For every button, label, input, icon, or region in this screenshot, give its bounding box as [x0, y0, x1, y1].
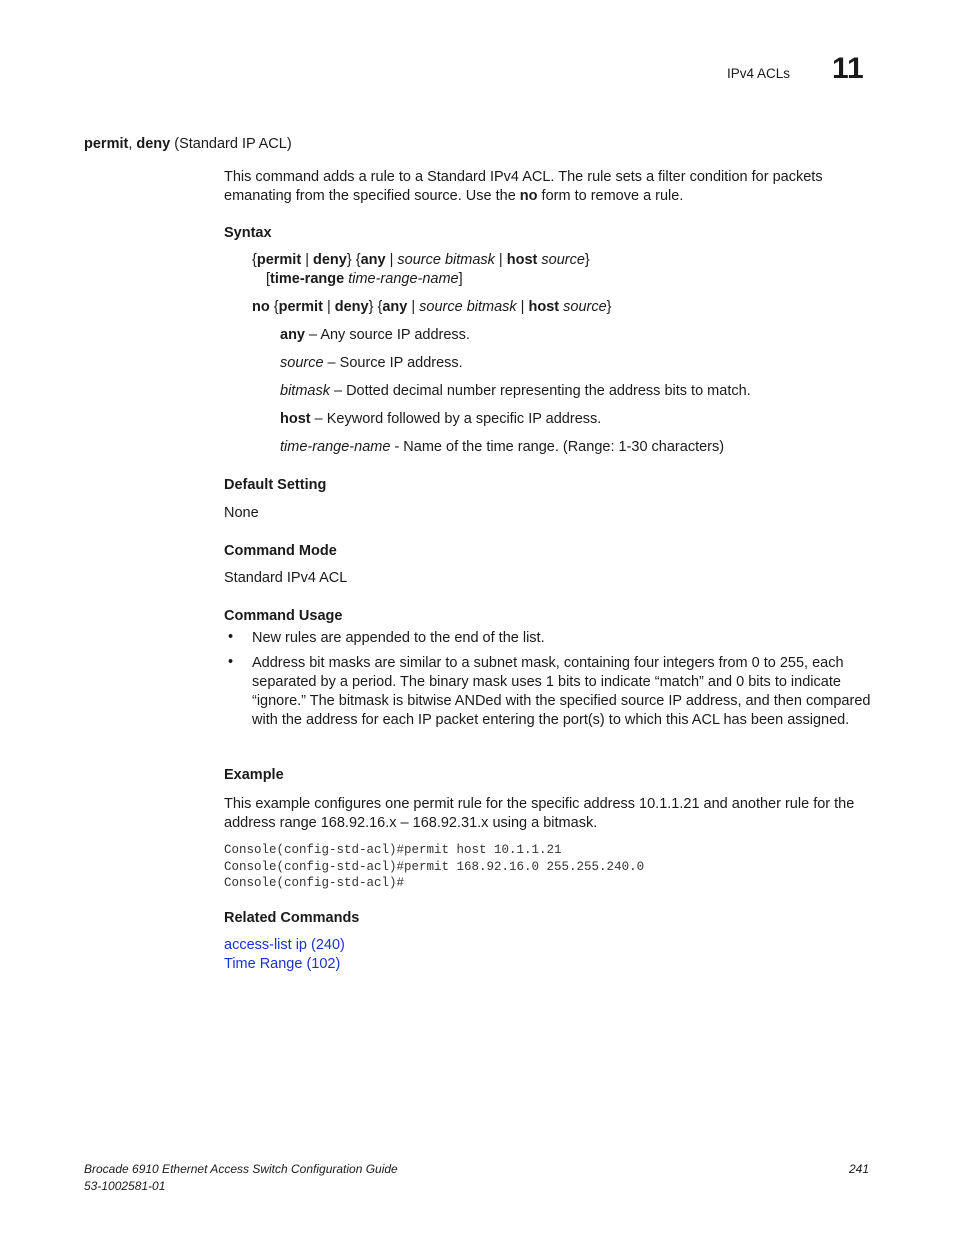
- parameter-description: – Dotted decimal number representing the address bits to match.: [329, 383, 751, 399]
- syntax-token: |: [494, 252, 507, 268]
- syntax-token: time-range-name: [348, 271, 459, 287]
- syntax-token: {: [252, 252, 257, 268]
- code-line: Console(config-std-acl)#: [224, 876, 405, 890]
- syntax-token: source: [541, 252, 585, 268]
- syntax-parameter: [280, 355, 463, 371]
- parameter-term: bitmask: [280, 383, 330, 399]
- parameter-term: any: [280, 327, 305, 343]
- description-text-end: form to remove a rule.: [537, 188, 684, 204]
- syntax-token: }: [606, 299, 612, 315]
- syntax-parameter: [280, 411, 601, 427]
- chapter-number: 11: [832, 52, 864, 85]
- command-qualifier: (Standard IP ACL): [174, 136, 292, 152]
- section-title: IPv4 ACLs: [727, 66, 791, 81]
- related-link-access-list[interactable]: access-list ip (240): [224, 937, 345, 953]
- syntax-token: ]: [458, 271, 463, 287]
- example-text: This example configures one permit rule for the specific address 10.1.1.21 and another rule for the address range 168.92.16.x – 168.92.31.x using a bitmask.: [224, 796, 855, 831]
- command-name-deny: deny: [136, 136, 171, 152]
- parameter-term: source: [280, 355, 324, 371]
- usage-item-2: Address bit masks are similar to a subnet mask, containing four integers from 0 to 255, each separated by a period. The binary mask uses 1 bits to indicate “match” and 0 bits to indicate “ignore.” The bitmask is bitwise ANDed with the specified source IP address, and then compared with the address for each IP packet entering the port(s) to which this ACL has been assigned.: [252, 655, 871, 728]
- syntax-token: {: [269, 299, 279, 315]
- syntax-token: no: [252, 299, 270, 315]
- bullet: •: [228, 654, 234, 670]
- syntax-token: |: [301, 252, 313, 268]
- syntax-line-1: [252, 252, 590, 268]
- parameter-description: - Name of the time range. (Range: 1-30 characters): [390, 439, 725, 455]
- syntax-parameter: [280, 383, 751, 399]
- syntax-token: |: [385, 252, 398, 268]
- syntax-token: host: [528, 299, 560, 315]
- syntax-token: |: [516, 299, 529, 315]
- syntax-heading: Syntax: [224, 225, 272, 241]
- syntax-line-3: [252, 299, 612, 315]
- syntax-token: any: [360, 252, 386, 268]
- syntax-parameter: [280, 327, 470, 343]
- description-text: This command adds a rule to a Standard IPv4 ACL. The rule sets a filter condition for packets emanating from the specified source. Use the: [224, 169, 823, 204]
- command-description: [224, 168, 874, 206]
- syntax-token: }: [584, 252, 590, 268]
- related-commands-heading: Related Commands: [224, 910, 360, 926]
- syntax-token: source bitmask: [397, 252, 495, 268]
- syntax-parameter: [280, 439, 724, 455]
- command-name-permit: permit: [84, 136, 129, 152]
- related-link-time-range[interactable]: Time Range (102): [224, 956, 341, 972]
- syntax-line-2: [266, 271, 463, 287]
- example-code: [224, 842, 644, 892]
- syntax-token: permit: [278, 299, 323, 315]
- code-line: Console(config-std-acl)#permit 168.92.16.0 255.255.240.0: [224, 859, 645, 874]
- parameter-description: – Source IP address.: [323, 355, 463, 371]
- code-line: Console(config-std-acl)#permit host 10.1.1.21: [224, 843, 562, 857]
- syntax-token: [: [266, 271, 271, 287]
- footer-doc-number: 53-1002581-01: [84, 1179, 166, 1193]
- syntax-token: } {: [368, 299, 383, 315]
- syntax-token: source: [563, 299, 607, 315]
- command-usage-heading: Command Usage: [224, 608, 343, 624]
- command-title: [84, 136, 292, 152]
- parameter-description: – Any source IP address.: [305, 327, 470, 343]
- syntax-token: permit: [256, 252, 302, 268]
- default-setting-value: None: [224, 505, 259, 521]
- syntax-token: |: [407, 299, 420, 315]
- bullet: •: [228, 629, 234, 645]
- syntax-token: time-range: [270, 271, 345, 287]
- page-number: 241: [849, 1162, 870, 1176]
- command-mode-value: Standard IPv4 ACL: [224, 570, 348, 586]
- usage-item-1: New rules are appended to the end of the list.: [252, 630, 545, 646]
- parameter-term: host: [280, 411, 311, 427]
- parameter-term: time-range-name: [280, 439, 391, 455]
- syntax-token: } {: [346, 252, 361, 268]
- no-keyword: no: [519, 188, 538, 204]
- syntax-token: deny: [313, 252, 347, 268]
- syntax-token: any: [382, 299, 408, 315]
- command-comma: ,: [128, 136, 133, 152]
- command-mode-heading: Command Mode: [224, 543, 337, 559]
- footer-title: Brocade 6910 Ethernet Access Switch Configuration Guide: [84, 1162, 398, 1176]
- syntax-token: source bitmask: [419, 299, 517, 315]
- syntax-token: host: [506, 252, 538, 268]
- example-heading: Example: [224, 767, 284, 783]
- parameter-description: – Keyword followed by a specific IP address.: [310, 411, 602, 427]
- default-setting-heading: Default Setting: [224, 477, 327, 493]
- syntax-token: |: [322, 299, 335, 315]
- syntax-token: deny: [334, 299, 369, 315]
